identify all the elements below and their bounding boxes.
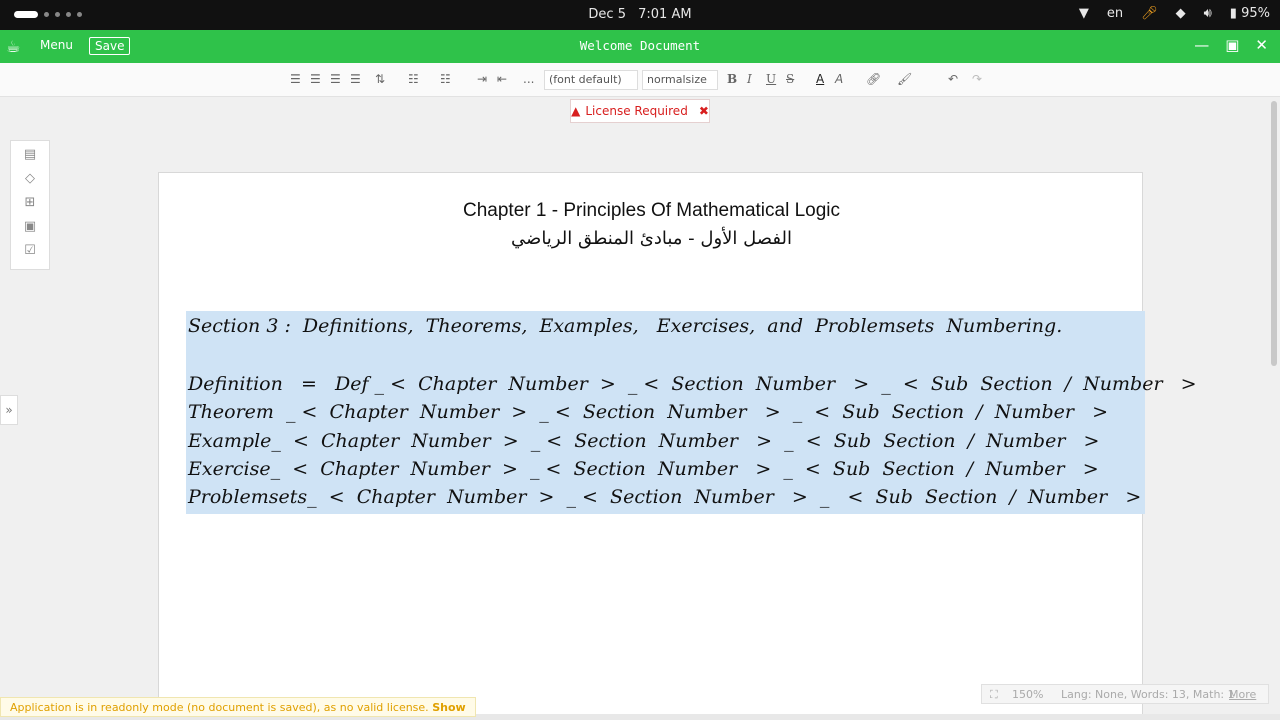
license-text: License Required	[585, 104, 688, 118]
date-label: Dec 5	[588, 7, 626, 22]
license-required-badge[interactable]	[570, 99, 710, 123]
numbered-list-icon[interactable]: ☷	[408, 72, 419, 86]
problemsets-line: Problemsets_ < Chapter Number > _ < Section Number > _ < Sub Section / Number >	[188, 486, 1142, 508]
image-icon[interactable]: ▣	[23, 219, 37, 234]
system-tray[interactable]	[1079, 6, 1270, 21]
warning-icon: ▲	[571, 104, 581, 118]
exercise-line: Exercise_ < Chapter Number > _ < Section Number > _ < Sub Section / Number >	[188, 458, 1099, 480]
document-title-arabic: الفصل الأول - مبادئ المنطق الرياضي	[511, 228, 792, 249]
document-stats: Lang: None, Words: 13, Math: 1	[1061, 688, 1235, 701]
app-logo-icon: ☕︎	[6, 37, 21, 56]
bold-button[interactable]: B	[727, 72, 738, 86]
italic-button[interactable]: I	[747, 72, 752, 86]
align-justify-icon[interactable]: ☰	[350, 72, 361, 86]
font-family-select[interactable]: (font default)	[544, 70, 638, 90]
font-style-button[interactable]: A	[835, 72, 844, 86]
vertical-scrollbar[interactable]	[1268, 97, 1280, 717]
redo-icon[interactable]: ↷	[972, 72, 983, 86]
close-icon[interactable]: ✕	[1255, 36, 1268, 54]
format-toolbar	[0, 63, 1280, 97]
wifi-icon[interactable]: ◆	[1175, 6, 1186, 21]
minimize-icon[interactable]: —	[1194, 36, 1210, 54]
more-link[interactable]: More	[1229, 688, 1257, 701]
outdent-icon[interactable]: ⇤	[497, 72, 508, 86]
align-left-icon[interactable]: ☰	[290, 72, 301, 86]
definition-line: Definition = Def _ < Chapter Number > _ < Section Number > _ < Sub Section / Number >	[188, 373, 1197, 395]
window-controls	[1194, 36, 1268, 54]
align-right-icon[interactable]: ☰	[330, 72, 341, 86]
bullet-list-icon[interactable]: ☷	[440, 72, 451, 86]
section-heading: Section 3 : Definitions, Theorems, Examples, Exercises, and Problemsets Numbering.	[188, 315, 1063, 337]
app-title-bar	[0, 30, 1280, 63]
format-painter-icon[interactable]: 🖌︎	[897, 72, 913, 86]
font-size-select[interactable]: normalsize	[642, 70, 718, 90]
document-title: Chapter 1 - Principles Of Mathematical Logic	[463, 200, 840, 221]
scrollbar-thumb[interactable]	[1271, 101, 1277, 366]
network-icon[interactable]: ▼	[1078, 6, 1089, 21]
system-top-bar	[0, 0, 1280, 30]
battery-indicator[interactable]	[1230, 6, 1270, 21]
shapes-icon[interactable]: ◇	[25, 171, 35, 186]
save-button[interactable]: Save	[89, 37, 130, 55]
volume-icon[interactable]: 🔊︎	[1203, 6, 1212, 21]
show-link[interactable]: Show	[432, 701, 466, 714]
underline-button[interactable]: U	[766, 72, 777, 86]
close-icon[interactable]: ✖	[698, 104, 709, 118]
readonly-notice	[0, 697, 476, 717]
example-line: Example_ < Chapter Number > _ < Section Number > _ < Sub Section / Number >	[188, 430, 1100, 452]
expand-panel-button[interactable]: »	[0, 395, 18, 425]
battery-icon: ▮	[1229, 6, 1237, 21]
checkbox-icon[interactable]: ☑	[24, 243, 36, 258]
window-title: Welcome Document	[579, 38, 701, 53]
battery-percent: 95%	[1241, 6, 1270, 21]
link-icon[interactable]: 🔗︎	[866, 72, 882, 86]
microphone-icon[interactable]: 🎤︎	[1141, 6, 1158, 21]
align-center-icon[interactable]: ☰	[310, 72, 321, 86]
time-label: 7:01 AM	[638, 7, 692, 22]
table-icon[interactable]: ⊞	[24, 195, 36, 210]
line-spacing-icon[interactable]: ⇅	[375, 72, 386, 86]
language-indicator[interactable]: en	[1106, 6, 1124, 21]
maximize-icon[interactable]: ▣	[1225, 36, 1240, 54]
undo-icon[interactable]: ↶	[948, 72, 959, 86]
status-bar	[981, 684, 1269, 704]
strikethrough-button[interactable]: S	[786, 72, 795, 86]
theorem-line: Theorem _ < Chapter Number > _ < Section Number > _ < Sub Section / Number >	[188, 401, 1109, 423]
zoom-select[interactable]: 150%	[1012, 688, 1044, 701]
page-layout-icon[interactable]: ▤	[23, 147, 37, 162]
indent-icon[interactable]: ⇥	[477, 72, 488, 86]
insert-side-panel	[10, 140, 50, 270]
readonly-message: Application is in readonly mode (no document is saved), as no valid license.	[10, 701, 429, 714]
more-options[interactable]: ...	[523, 72, 535, 86]
selected-text-block[interactable]	[186, 311, 1197, 514]
menu-button[interactable]: Menu	[40, 38, 73, 52]
font-color-button[interactable]: A	[816, 72, 825, 86]
fullscreen-icon[interactable]: ⛶	[990, 688, 998, 701]
